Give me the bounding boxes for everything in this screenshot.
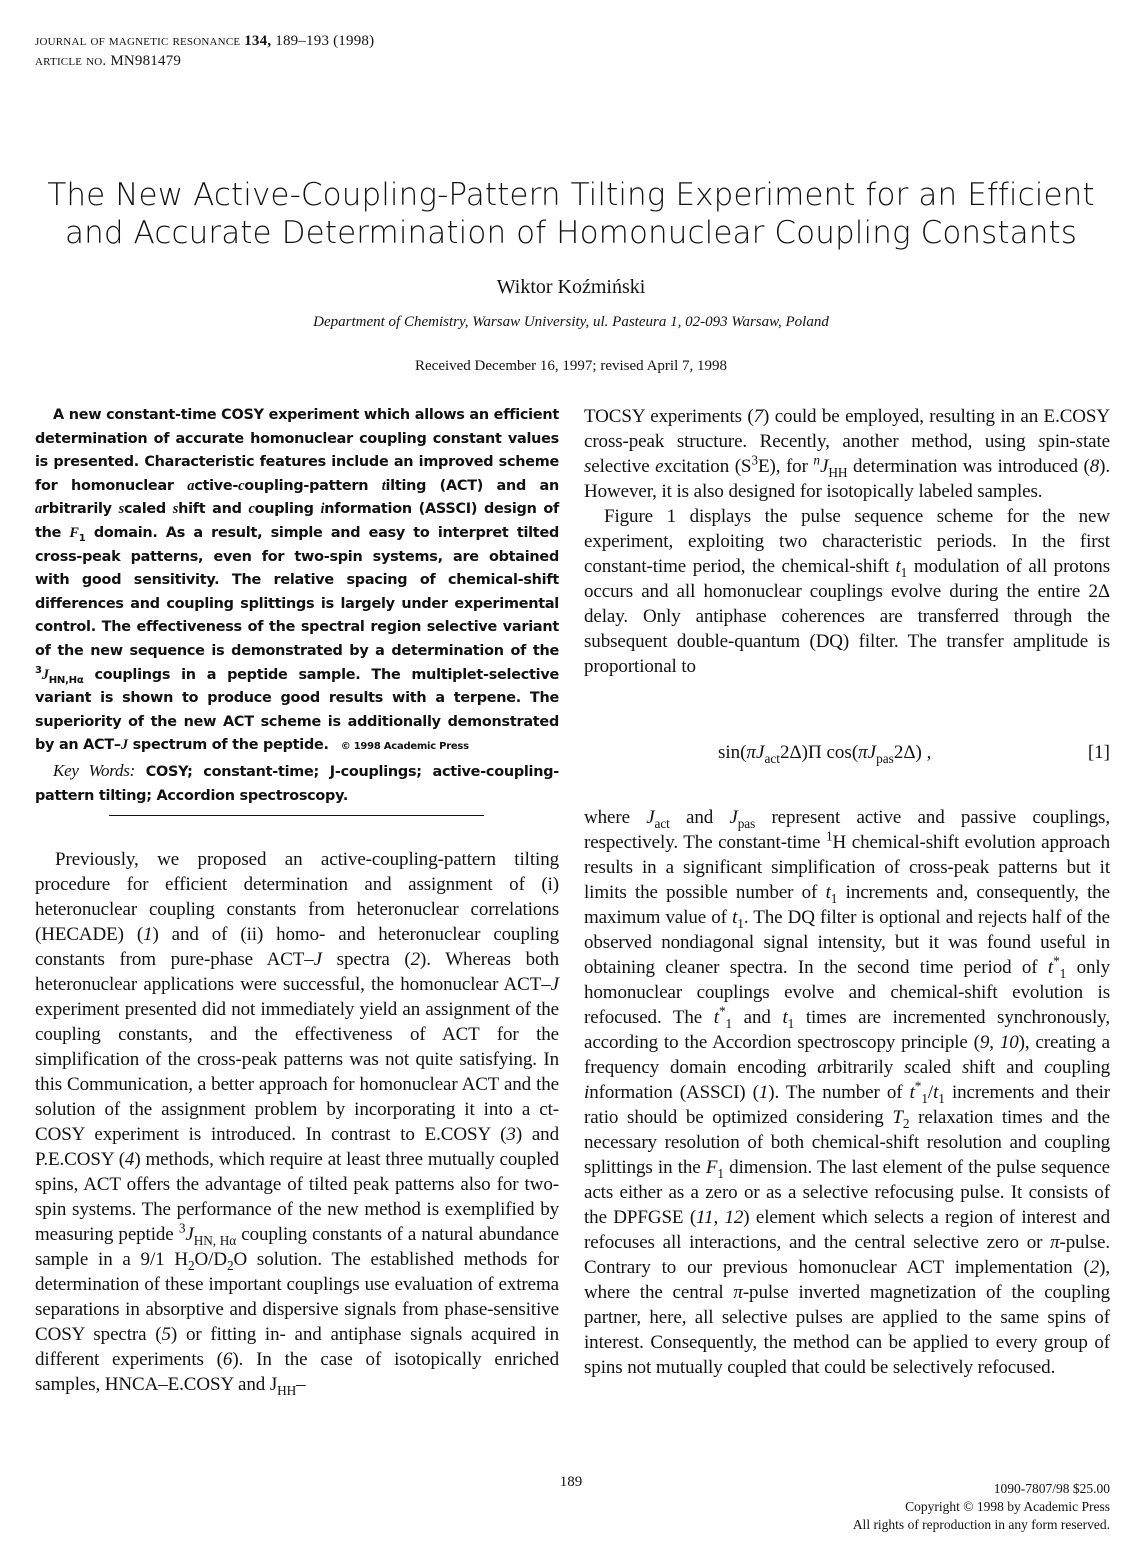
equation-1	[584, 742, 1110, 770]
affiliation: Department of Chemistry, Warsaw University, ul. Pasteura 1, 02-093 Warsaw, Poland	[313, 314, 829, 330]
body-right-column-bottom	[584, 805, 1110, 1380]
keywords	[35, 759, 559, 808]
abstract-text: A new constant-time COSY experiment which allows an efficient determination of accurate homonuclear coupling constant values is presented. Characteristic features include an improved scheme for homonuclear active-coupling-pattern tilting (ACT) and an arbitrarily scaled shift and coupling information (ASSCI) design of the $F_1$ domain. As a result, simple and easy to interpret tilted cross-peak patterns, even for two-spin systems, are obtained with good sensitivity. The relative spacing of chemical-shift differences and coupling splittings is largely under experimental control. The effectiveness of the spectral region selective variant of the new sequence is demonstrated by a determination of the $^3J_{HN,H\alpha}$ couplings in a peptide sample. The multiplet-selective variant is shown to produce good results with a terpene. The superiority of the new ACT scheme is additionally demonstrated by an ACT–J spectrum of the peptide. © 1998 Academic Press	[35, 407, 559, 754]
journal-name: journal of magnetic resonance	[35, 33, 241, 49]
abstract-divider	[109, 815, 484, 816]
footer-copyright: Copyright © 1998 by Academic Press	[905, 1499, 1110, 1514]
paper-title	[20, 176, 1122, 252]
article-id: MN981479	[110, 53, 182, 69]
footer-rights: All rights of reproduction in any form reserved.	[852, 1517, 1110, 1532]
body-left-column	[35, 847, 559, 1397]
author-name: Wiktor Koźmiński	[496, 276, 646, 298]
footer-price: 1090-7807/98 $25.00	[993, 1481, 1110, 1496]
journal-header	[35, 31, 374, 71]
footer-copyright-block	[853, 1480, 1110, 1534]
journal-pages: 189–193 (1998)	[275, 33, 375, 49]
right-paragraph-3: where $J_{act}$ and $J_{pas}$ represent active and passive couplings, respectively. The constant-time $^1$H chemical-shift evolution approach results in a significant simplification of cross-peak patterns but it limits the possible number of $t_1$ increments and, consequently, the maximum value of $t_1$. The DQ filter is optional and rejects half of the observed nondiagonal signal intensity, but it was found useful in obtaining cleaner spectra. In the second time period of $t^*_1$ only homonuclear couplings evolve and chemical-shift evolution is refocused. The $t^*_1$ and $t_1$ times are incremented synchronously, according to the Accordion spectroscopy principle (9, 10), creating a frequency domain encoding arbitrarily scaled shift and coupling information (ASSCI) (1). The number of $t^*_1/t_1$ increments and their ratio should be optimized considering $T_2$ relaxation times and the necessary resolution of both chemical-shift resolution and coupling splittings in the $F_1$ dimension. The last element of the pulse sequence acts either as a zero or as a selective refocusing pulse. It consists of the DPFGSE (11, 12) element which selects a region of interest and refocuses all interactions, and the central selective zero or π-pulse. Contrary to our previous homonuclear ACT implementation (2), where the central π-pulse inverted magnetization of the coupling partner, here, all selective pulses are applied to the same spins of interest. Consequently, the method can be applied to every group of spins not mutually coupled that could be selectively refocused.	[584, 807, 1111, 1378]
right-paragraph-2: Figure 1 displays the pulse sequence scheme for the new experiment, exploiting two characteristic periods. In the first constant-time period, the chemical-shift $t_1$ modulation of all protons occurs and all homonuclear couplings evolve during the entire 2Δ delay. Only antiphase coherences are transferred through the subsequent double-quantum (DQ) filter. The transfer amplitude is proportional to	[584, 506, 1110, 677]
body-right-column-top	[584, 404, 1110, 679]
keywords-label: Key Words:	[53, 760, 136, 780]
journal-citation	[35, 31, 374, 51]
article-label: article no.	[35, 53, 107, 69]
intro-paragraph: Previously, we proposed an active-coupling-pattern tilting procedure for efficient determination and assignment of (i) heteronuclear coupling constants from heteronuclear correlations (HECADE) (1) and of (ii) homo- and heteronuclear coupling constants from pure-phase ACT–J spectra (2). Whereas both heteronuclear applications were successful, the homonuclear ACT–J experiment presented did not immediately yield an assignment of the coupling constants, and the effectiveness of ACT for the simplification of the cross-peak patterns was not quite satisfying. In this Communication, a better approach for homonuclear ACT and the solution of the assignment problem by incorporating it into a ct-COSY experiment is introduced. In contrast to E.COSY (3) and P.E.COSY (4) methods, which require at least three mutually coupled spins, ACT offers the advantage of tilted peak patterns also for two-spin systems. The performance of the new method is exemplified by measuring peptide $^3J_{HN, H\alpha}$ coupling constants of a natural abundance sample in a 9/1 $H_2O/D_2O$ solution. The established methods for determination of these important couplings use evaluation of extrema separations in absorptive and dispersive signals from phase-sensitive COSY spectra (5) or fitting in- and antiphase signals acquired in different experiments (6). In the case of isotopically enriched samples, HNCA–E.COSY and $J_{HH}-$	[35, 849, 560, 1398]
equation-body: $\sin(\pi J_{act}2\Delta)\Pi$ $\cos(\pi J_{pas}2\Delta)$ ,	[718, 742, 932, 766]
abstract-copyright: © 1998 Academic Press	[340, 741, 469, 753]
equation-number: [1]	[1087, 742, 1110, 763]
article-number	[35, 51, 374, 71]
right-paragraph-1: TOCSY experiments (7) could be employed, resulting in an E.COSY cross-peak structure. Recently, another method, using spin-state selective excitation $(S^3E)$, for $^nJ_{HH}$ determination was introduced (8). However, it is also designed for isotopically labeled samples.	[584, 406, 1110, 502]
abstract	[35, 404, 559, 808]
title-line-1: The New Active-Coupling-Pattern Tilting Experiment for an Efficient	[47, 177, 1095, 213]
title-line-2: and Accurate Determination of Homonuclear Coupling Constants	[64, 215, 1078, 251]
keywords-list: COSY; constant-time; J-couplings; active-coupling-pattern tilting; Accordion spectroscopy.	[35, 763, 560, 804]
received-dates: Received December 16, 1997; revised April 7, 1998	[415, 358, 727, 374]
journal-volume: 134,	[244, 33, 272, 49]
page-number: 189	[559, 1474, 583, 1490]
